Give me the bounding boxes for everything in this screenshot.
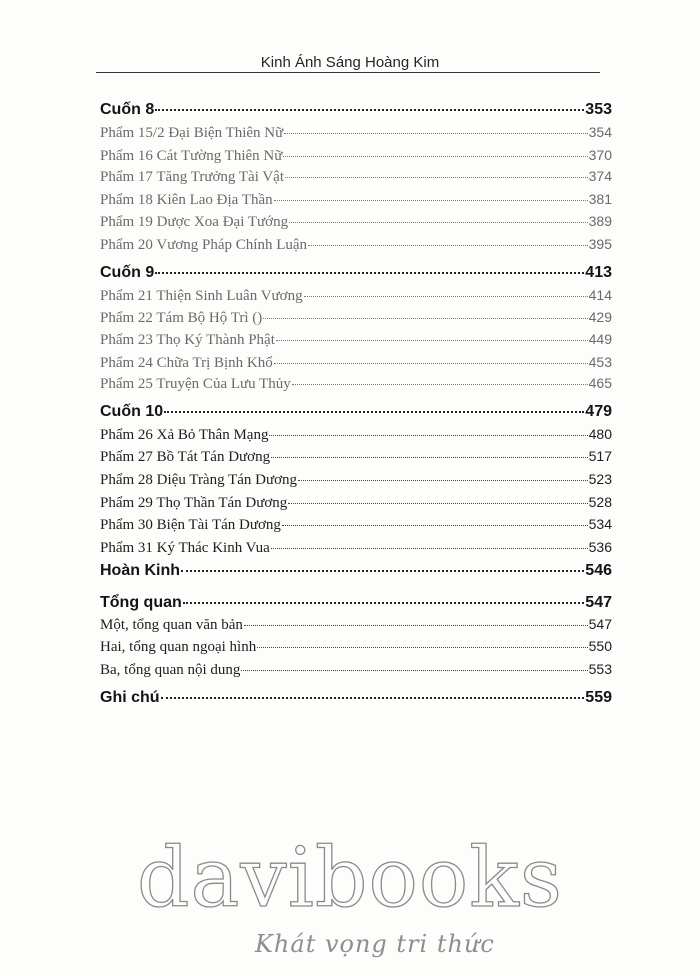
toc-entry [100,689,612,711]
toc-entry-title: Phẩm 16 Cát Tường Thiên Nữ [100,148,283,164]
toc-entry-page: 480 [588,426,612,442]
toc-entry-title: Hai, tổng quan ngoại hình [100,639,257,655]
toc-entry-page: 389 [588,213,612,229]
toc-entry-page: 374 [588,168,612,184]
dot-leader [244,625,588,626]
toc-entry [100,494,612,516]
toc-entry-page: 547 [588,616,612,632]
dot-leader [155,109,584,111]
toc-entry-title: Phẩm 20 Vương Pháp Chính Luận [100,237,308,253]
toc-entry-page: 354 [588,124,612,140]
watermark-logo: davibooks [137,831,563,926]
toc-entry-title: Một, tổng quan văn bản [100,617,243,633]
dot-leader [241,670,587,671]
toc-entry-page: 429 [588,309,612,325]
toc-entry [100,264,612,286]
toc-entry-title: Phẩm 27 Bồ Tát Tán Dương [100,449,271,465]
toc-entry-title: Cuốn 10 [100,403,164,420]
toc-entry [100,661,612,683]
toc-entry-title: Phẩm 21 Thiện Sinh Luân Vương [100,288,303,304]
toc-entry-title: Phẩm 15/2 Đại Biện Thiên Nữ [100,125,284,141]
dot-leader [292,384,588,385]
toc-entry [100,309,612,331]
toc-entry-page: 550 [588,638,612,654]
toc-entry-page: 546 [585,562,612,579]
dot-leader [161,697,585,699]
toc-entry-title: Phẩm 19 Dược Xoa Đại Tướng [100,214,289,230]
toc-entry-page: 517 [588,448,612,464]
toc-entry [100,471,612,493]
dot-leader [271,548,588,549]
toc-entry-page: 523 [588,471,612,487]
toc-entry-title: Phẩm 26 Xả Bỏ Thân Mạng [100,427,269,443]
toc-entry [100,101,612,123]
toc-entry-page: 395 [588,236,612,252]
toc-entry-page: 534 [588,516,612,532]
dot-leader [308,245,588,246]
toc-entry [100,403,612,425]
toc-entry-page: 547 [585,594,612,611]
dot-leader [274,200,588,201]
toc-entry-title: Phẩm 25 Truyện Của Lưu Thủy [100,376,291,392]
dot-leader [304,296,588,297]
toc-entry [100,287,612,309]
toc-entry-title: Phẩm 29 Thọ Thần Tán Dương [100,495,288,511]
running-header: Kinh Ánh Sáng Hoàng Kim [260,54,440,71]
toc-entry-title: Cuốn 8 [100,101,155,118]
toc-entry-page: 528 [588,494,612,510]
toc-entry [100,236,612,258]
toc-entry-page: 453 [588,354,612,370]
toc-entry [100,516,612,538]
toc-entry-page: 449 [588,331,612,347]
toc-entry [100,426,612,448]
toc-entry [100,168,612,190]
toc-entry-title: Hoàn Kinh [100,562,180,579]
dot-leader [263,318,587,319]
dot-leader [284,133,587,134]
dot-leader [164,411,584,413]
toc-entry-page: 559 [585,689,612,706]
dot-leader [155,272,584,274]
watermark-tagline: Khát vọng tri thức [255,930,495,958]
toc-entry [100,616,612,638]
toc-entry-title: Ghi chú [100,689,160,706]
toc-entry [100,124,612,146]
toc-entry-page: 370 [588,147,612,163]
dot-leader [257,647,587,648]
dot-leader [181,570,584,572]
toc-entry-title: Phẩm 28 Diệu Tràng Tán Dương [100,472,298,488]
toc-entry-title: Cuốn 9 [100,264,155,281]
dot-leader [285,177,588,178]
toc-entry-title: Phẩm 18 Kiên Lao Địa Thần [100,192,273,208]
toc-entry [100,147,612,169]
toc-entry-page: 381 [588,191,612,207]
toc-entry-page: 353 [585,101,612,118]
toc-entry [100,448,612,470]
toc-entry [100,331,612,353]
toc-entry-page: 414 [588,287,612,303]
dot-leader [288,503,587,504]
toc-entry [100,375,612,397]
toc-entry-title: Phẩm 23 Thọ Ký Thành Phật [100,332,275,348]
toc-entry-page: 553 [588,661,612,677]
toc-entry-title: Phẩm 17 Tăng Trưởng Tài Vật [100,169,284,185]
toc-entry [100,638,612,660]
dot-leader [271,457,588,458]
toc-entry-title: Phẩm 30 Biện Tài Tán Dương [100,517,281,533]
dot-leader [289,222,588,223]
toc-entry-title: Phẩm 31 Ký Thác Kinh Vua [100,540,270,556]
toc-entry [100,213,612,235]
dot-leader [282,525,588,526]
dot-leader [269,435,587,436]
toc-entry [100,562,612,584]
dot-leader [183,602,585,604]
dot-leader [276,340,588,341]
toc-entry [100,354,612,376]
toc-entry [100,539,612,561]
dot-leader [274,363,588,364]
toc-entry [100,594,612,616]
toc-entry-title: Tổng quan [100,594,182,611]
toc-entry-page: 479 [585,403,612,420]
toc-entry-page: 413 [585,264,612,281]
toc-entry-title: Phẩm 24 Chữa Trị Bịnh Khổ [100,355,273,371]
dot-leader [298,480,588,481]
toc-entry-title: Ba, tổng quan nội dung [100,662,241,678]
toc-entry [100,191,612,213]
toc-entry-title: Phẩm 22 Tám Bộ Hộ Trì () [100,310,263,326]
dot-leader [283,156,587,157]
toc-entry-page: 465 [588,375,612,391]
toc-entry-page: 536 [588,539,612,555]
